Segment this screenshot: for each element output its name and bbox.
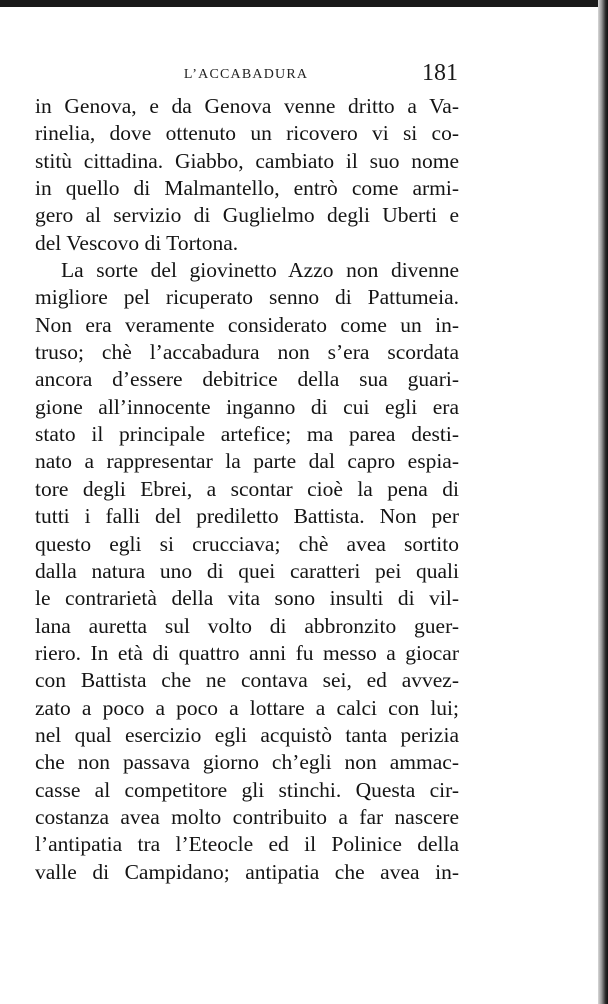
- text-line: in Genova, e da Genova venne dritto a Va-: [35, 94, 459, 118]
- text-line: le contrarietà della vita sono insulti di vil-: [35, 586, 459, 611]
- text-line: in quello di Malmantello, entrò come armi-: [35, 176, 459, 201]
- text-line: con Battista che ne contava sei, ed avvez-: [35, 668, 459, 693]
- text-line: gione all’innocente inganno di cui egli era: [35, 394, 459, 419]
- text-line: del Vescovo di Tortona.: [35, 230, 239, 255]
- text-line: nel qual esercizio egli acquistò tanta perizia: [35, 722, 459, 747]
- text-line: casse al competitore gli stinchi. Questa cir-: [35, 777, 459, 802]
- page-number: 181: [422, 60, 458, 86]
- text-line: tutti i falli del prediletto Battista. Non per: [35, 504, 459, 529]
- page-top-edge: [0, 0, 608, 7]
- text-line: questo egli si crucciava; chè avea sortito: [35, 531, 459, 556]
- text-line: Non era veramente considerato come un in-: [35, 312, 459, 337]
- text-line: che non passava giorno ch’egli non ammac-: [35, 750, 459, 775]
- text-line-paragraph-start: La sorte del giovinetto Azzo non divenne: [61, 258, 459, 283]
- text-line: ancora d’essere debitrice della sua guari-: [35, 367, 459, 392]
- text-line: dalla natura uno di quei caratteri pei quali: [35, 558, 459, 583]
- text-line: lana auretta sul volto di abbronzito guer-: [35, 613, 459, 638]
- text-line: stato il principale artefice; ma parea desti-: [35, 422, 459, 447]
- text-line: zato a poco a poco a lottare a calci con lui;: [35, 695, 459, 720]
- text-line: stitù cittadina. Giabbo, cambiato il suo nome: [35, 148, 459, 173]
- text-line: nato a rappresentar la parte dal capro espia-: [35, 449, 459, 474]
- text-line: costanza avea molto contribuito a far nascere: [35, 804, 459, 829]
- running-head: [0, 60, 598, 91]
- text-line: rinelia, dove ottenuto un ricovero vi si co-: [35, 121, 459, 146]
- text-line: gero al servizio di Guglielmo degli Uberti e: [35, 203, 459, 228]
- running-head-title: L’ACCABADURA: [183, 67, 309, 82]
- book-page: [0, 7, 598, 1004]
- page-right-edge: [598, 0, 608, 1004]
- text-line: riero. In età di quattro anni fu messo a giocar: [35, 640, 459, 665]
- text-line: truso; chè l’accabadura non s’era scordata: [35, 340, 459, 365]
- body-text: [35, 93, 459, 886]
- text-line: valle di Campidano; antipatia che avea in-: [35, 859, 459, 884]
- text-line: migliore pel ricuperato senno di Pattumeia.: [35, 285, 459, 310]
- text-line: tore degli Ebrei, a scontar cioè la pena di: [35, 476, 459, 501]
- text-line: l’antipatia tra l’Eteocle ed il Polinice della: [35, 832, 459, 857]
